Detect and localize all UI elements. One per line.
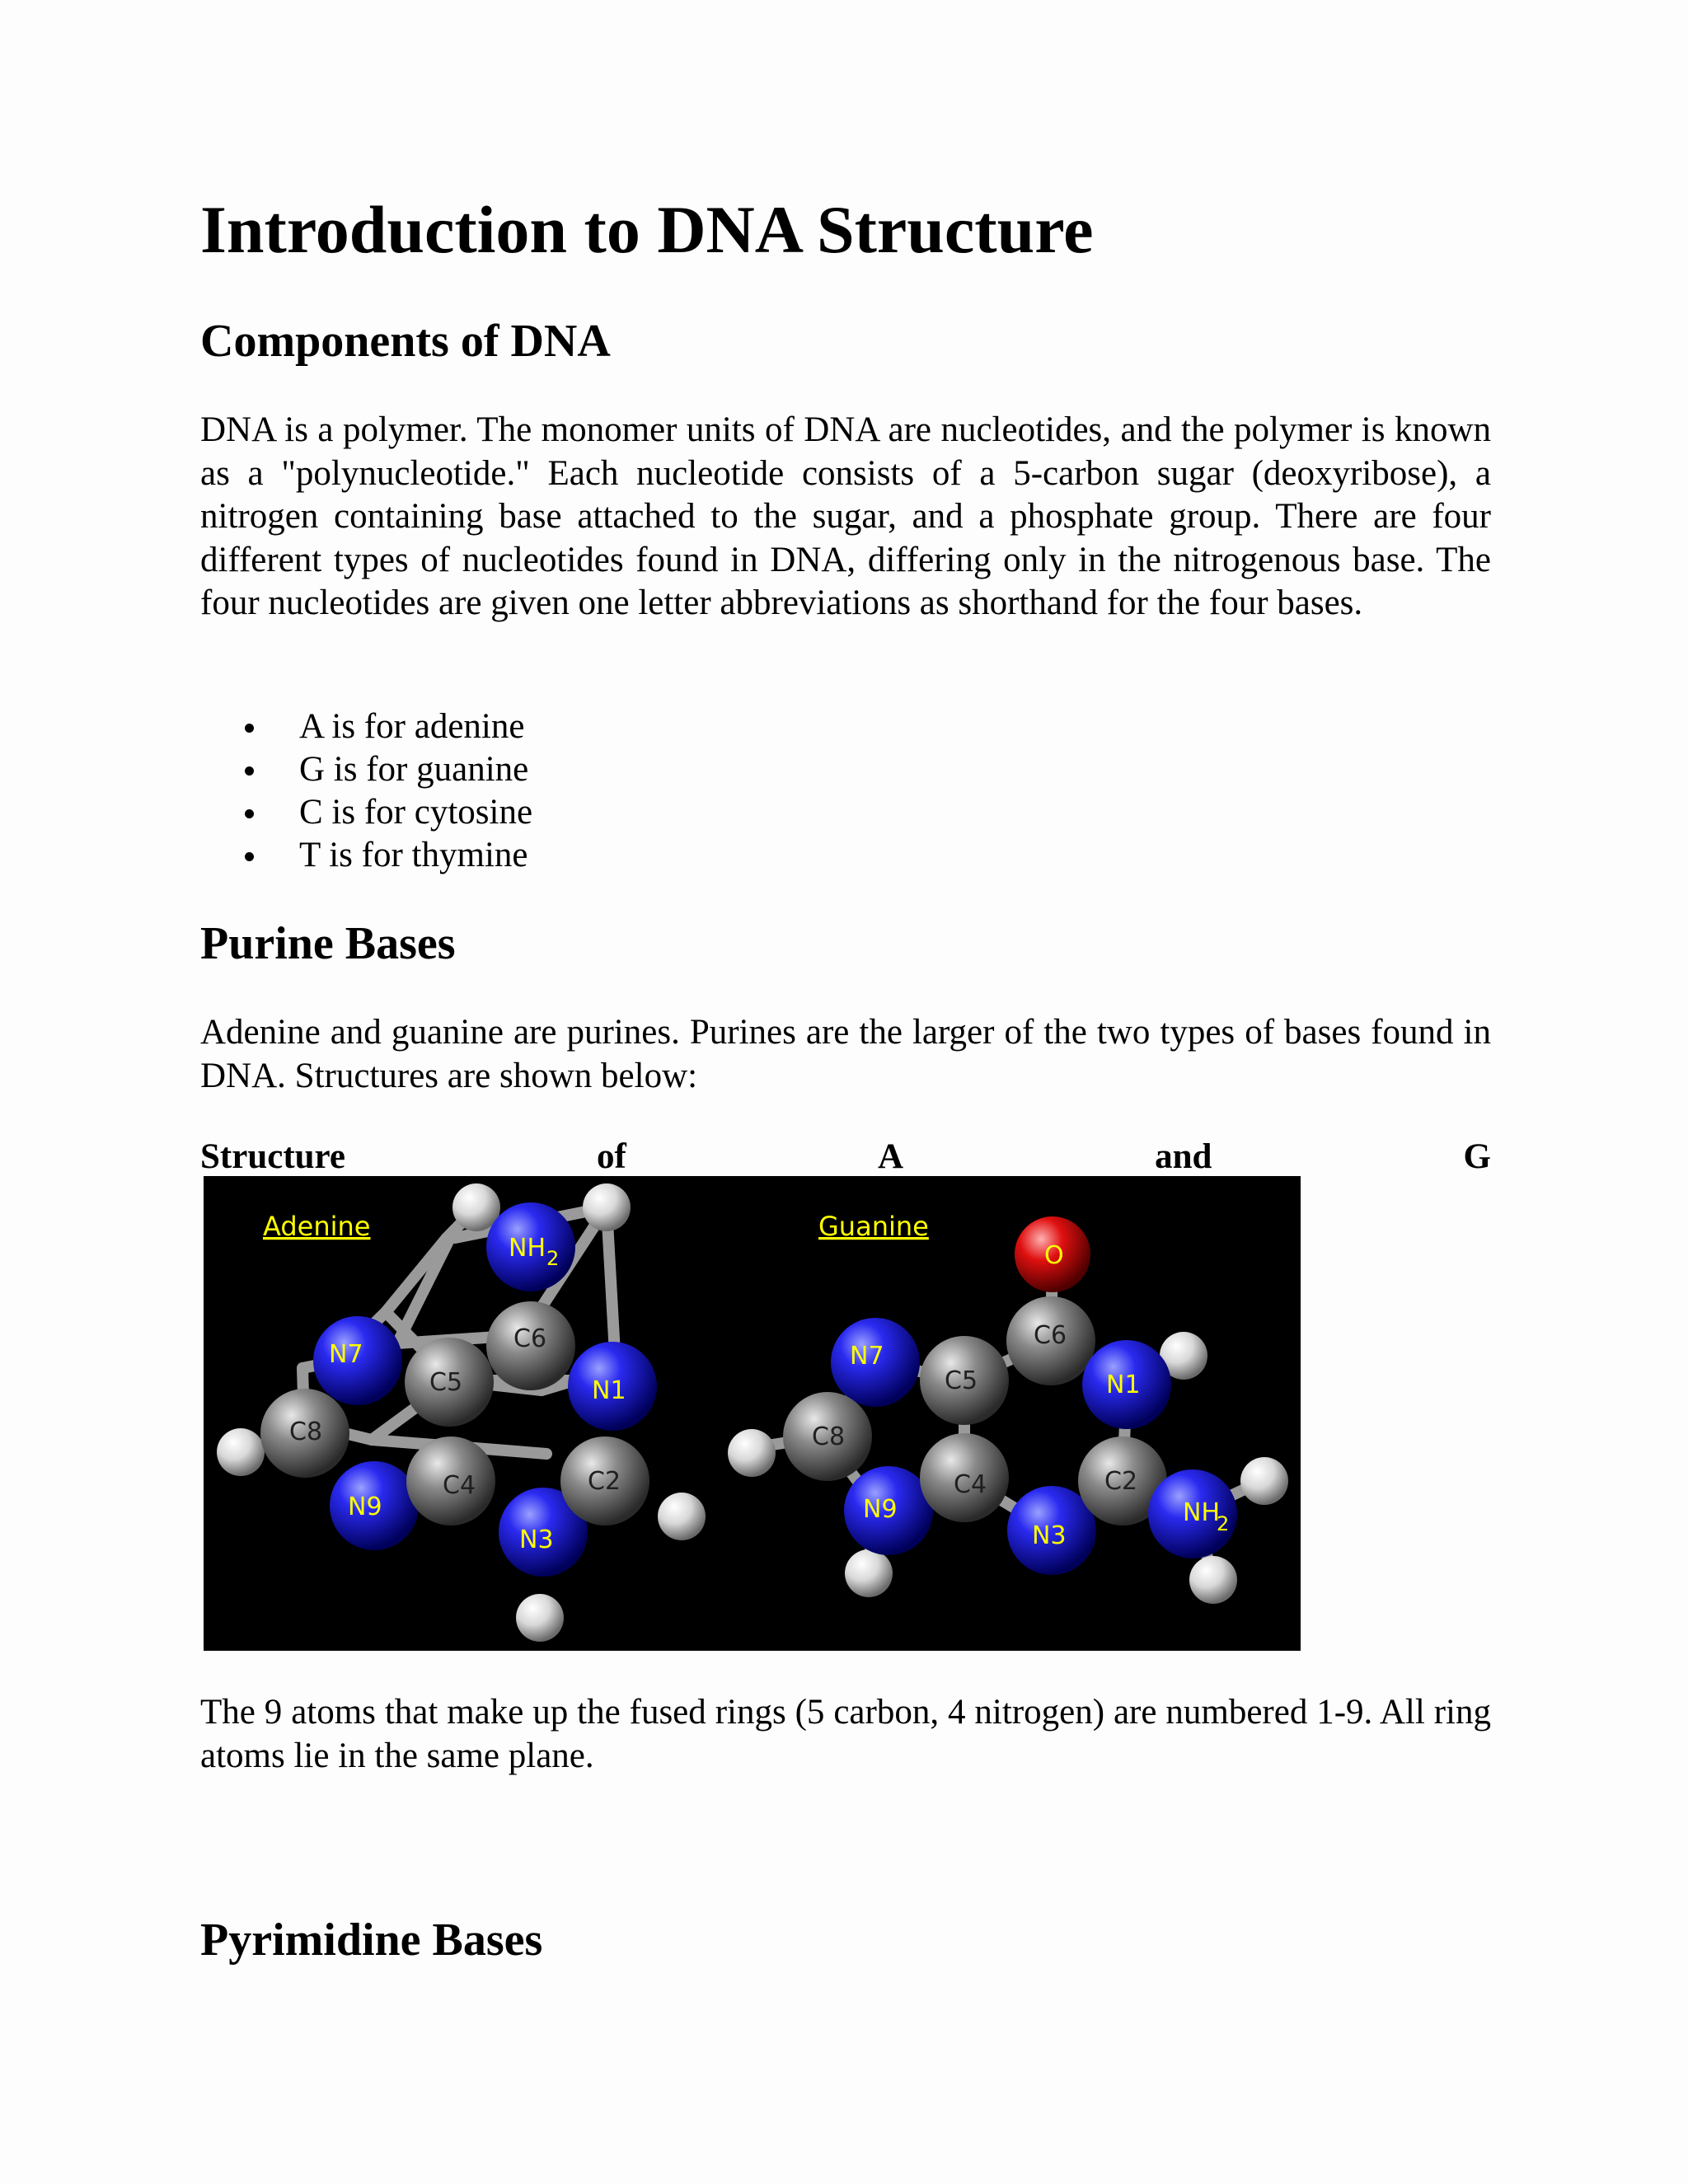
structure-caption [200,1136,1491,1179]
atom-label: NH [509,1234,546,1263]
atom-label: C6 [513,1324,547,1353]
hydrogen-atom [845,1549,893,1597]
bullet-icon [245,724,254,733]
atom-label: 2 [546,1247,560,1270]
bullet-icon [245,766,254,776]
hydrogen-atom [658,1493,706,1540]
atom-label: N3 [519,1526,554,1554]
base-a: A is for adenine [299,707,525,746]
atom-label: C8 [812,1422,846,1451]
base-g: G is for guanine [299,750,529,789]
hydrogen-atom [583,1183,631,1231]
atom-label: N1 [592,1376,626,1405]
atom-label: 2 [1217,1512,1230,1535]
purine-structures-figure [204,1176,1301,1651]
atom-label: N9 [863,1495,898,1524]
atom-label: C5 [945,1366,978,1395]
base-c: C is for cytosine [299,793,533,832]
bases-list [200,705,532,877]
purine-structures-svg [204,1176,1301,1651]
hydrogen-atom [728,1429,776,1477]
atom-label: C6 [1034,1321,1067,1350]
list-item [200,705,532,748]
atom-label: N1 [1106,1371,1141,1399]
guanine-name: Guanine [818,1211,929,1242]
heading-purine-bases: Purine Bases [200,918,456,969]
adenine-molecule [217,1183,706,1642]
caption-word: and [1155,1137,1212,1176]
bullet-icon [245,852,254,861]
hydrogen-atom [516,1594,564,1642]
atom-label: C8 [289,1418,323,1446]
hydrogen-atom [217,1428,265,1476]
atom-label: N9 [348,1493,382,1521]
caption-word: Structure [200,1137,345,1176]
atom-label: NH [1183,1498,1220,1527]
atom-label: C2 [588,1467,621,1496]
page-title: Introduction to DNA Structure [200,192,1094,267]
atom-label: C4 [954,1470,987,1499]
hydrogen-atom [1240,1457,1288,1505]
list-item [200,834,532,877]
heading-components: Components of DNA [200,316,611,367]
base-t: T is for thymine [299,836,528,874]
atom-label: C4 [443,1471,476,1500]
intro-paragraph: DNA is a polymer. The monomer units of DNA are nucleotides, and the polymer is known as a "polynucleotide." Each nucleotide consists of a 5-carbon sugar (deoxyribose), a nitrogen containing base attached to the sugar, and a phosphate group. There are four different types of nucleotides found in DNA, differing only in the nitrogenous base. The four nucleotides are given one letter abbreviations as shorthand for the four bases. [200,410,1491,622]
bullet-icon [245,809,254,818]
caption-word: of [597,1137,626,1176]
hydrogen-atom [1189,1556,1237,1604]
list-item [200,791,532,834]
list-item [200,748,532,791]
atom-label: N3 [1032,1521,1067,1550]
rings-paragraph: The 9 atoms that make up the fused rings (5 carbon, 4 nitrogen) are numbered 1-9. All ring atoms lie in the same plane. [200,1693,1491,1775]
atom-label: N7 [329,1340,363,1369]
adenine-name: Adenine [263,1211,371,1242]
atom-label: C5 [429,1368,463,1397]
atom-label: C2 [1104,1467,1138,1496]
caption-word: G [1463,1137,1491,1176]
heading-pyrimidine-bases: Pyrimidine Bases [200,1915,543,1966]
guanine-molecule [728,1211,1288,1604]
atom-label: O [1044,1241,1064,1270]
caption-word: A [877,1137,903,1176]
atom-label: N7 [850,1342,884,1371]
purine-paragraph: Adenine and guanine are purines. Purines are the larger of the two types of bases found in DNA. Structures are shown below: [200,1013,1491,1095]
